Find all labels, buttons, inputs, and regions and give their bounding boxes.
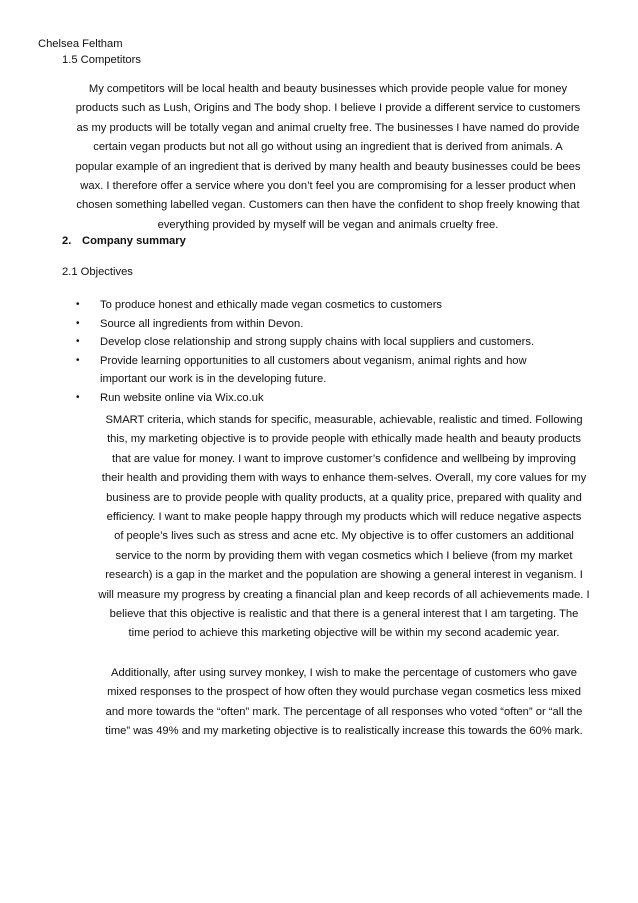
paragraph-line: their health and providing them with ways to enhance them-selves. Overall, my core values for my [101, 472, 587, 485]
objectives-list [72, 296, 534, 408]
section-heading-company-summary [62, 235, 186, 247]
objective-item [72, 389, 534, 408]
section-title: Company summary [82, 235, 186, 247]
bullet-icon: • [76, 299, 80, 310]
competitors-paragraph [48, 80, 608, 235]
objective-text: Develop close relationship and strong supply chains with local suppliers and customers. [100, 336, 535, 349]
objective-text: Provide learning opportunities to all customers about veganism, animal rights and how [100, 354, 527, 367]
subsection-heading-objectives: 2.1 Objectives [62, 266, 133, 278]
objective-item [72, 296, 534, 315]
paragraph-line: efficiency. I want to make people happy through my products which will reduce negative aspects [106, 511, 582, 524]
paragraph-line: that are value for money. I want to improve customer’s confidence and wellbeing by improving [112, 452, 576, 465]
paragraph-line: products such as Lush, Origins and The body shop. I believe I provide a different service to customers [75, 102, 581, 115]
bullet-icon: • [76, 317, 80, 329]
paragraph-line: believe that this objective is realistic and that there is a general interest that I am targeting. The [109, 608, 579, 621]
section-number: 2. [62, 235, 72, 247]
objective-text: important our work is in the developing future. [100, 373, 327, 386]
paragraph-line: My competitors will be local health and beauty businesses which provide people value for money [88, 83, 568, 95]
paragraph-line: everything provided by myself will be vegan and animals cruelty free. [157, 218, 499, 231]
paragraph-line: time” was 49% and my marketing objective is to realistically increase this towards the 60% mark. [105, 725, 583, 738]
paragraph-line: time period to achieve this marketing objective will be within my second academic year. [128, 627, 560, 640]
paragraph-line: this, my marketing objective is to provide people with ethically made health and beauty products [107, 433, 581, 446]
paragraph-line: of people’s lives such as stress and acne etc. My objective is to offer customers an additional [114, 530, 574, 543]
section-heading-competitors: 1.5 Competitors [62, 54, 141, 66]
objective-text: Run website online via Wix.co.uk [100, 391, 264, 404]
paragraph-line: wax. I therefore offer a service where you don’t feel you are compromising for a lesser product when [80, 180, 576, 193]
paragraph-line: SMART criteria, which stands for specific, measurable, achievable, realistic and timed. Following [105, 414, 583, 426]
objective-item [72, 315, 534, 334]
paragraph-line: and more towards the “often” mark. The percentage of all responses who voted “often” or “all the [105, 705, 583, 718]
bullet-icon: • [76, 391, 80, 403]
author-name: Chelsea Feltham [38, 38, 123, 50]
paragraph-line: mixed responses to the prospect of how often they would purchase vegan cosmetics less mixed [107, 686, 581, 699]
paragraph-line: will measure my progress by creating a financial plan and keep records of all achievements made. I [98, 588, 590, 601]
paragraph-line: chosen something labelled vegan. Customers can then have the confident to shop freely knowing that [76, 199, 580, 212]
objective-item [72, 352, 534, 389]
paragraph-line: service to the norm by providing them with vegan cosmetics which I believe (from my market [115, 549, 573, 562]
paragraph-line: business are to provide people with quality products, at a quality price, prepared with quality and [106, 491, 582, 504]
paragraph-line: research) is a gap in the market and the population are showing a general interest in veganism. I [105, 569, 583, 582]
bullet-icon: • [76, 336, 80, 348]
paragraph-line: as my products will be totally vegan and animal cruelty free. The businesses I have named do provide [76, 121, 580, 134]
objective-text: Source all ingredients from within Devon. [100, 317, 304, 330]
bullet-icon: • [76, 354, 80, 366]
paragraph-line: certain vegan products but not all go without using an ingredient that is derived from animals. A [93, 141, 563, 154]
paragraph-line: popular example of an ingredient that is derived by many health and beauty businesses could be bees [75, 160, 581, 173]
paragraph-line: Additionally, after using survey monkey, I wish to make the percentage of customers who gave [111, 667, 577, 679]
objective-text: To produce honest and ethically made vegan cosmetics to customers [100, 299, 443, 311]
smart-criteria-paragraph [64, 411, 624, 644]
objective-item [72, 333, 534, 352]
survey-paragraph [64, 664, 624, 742]
